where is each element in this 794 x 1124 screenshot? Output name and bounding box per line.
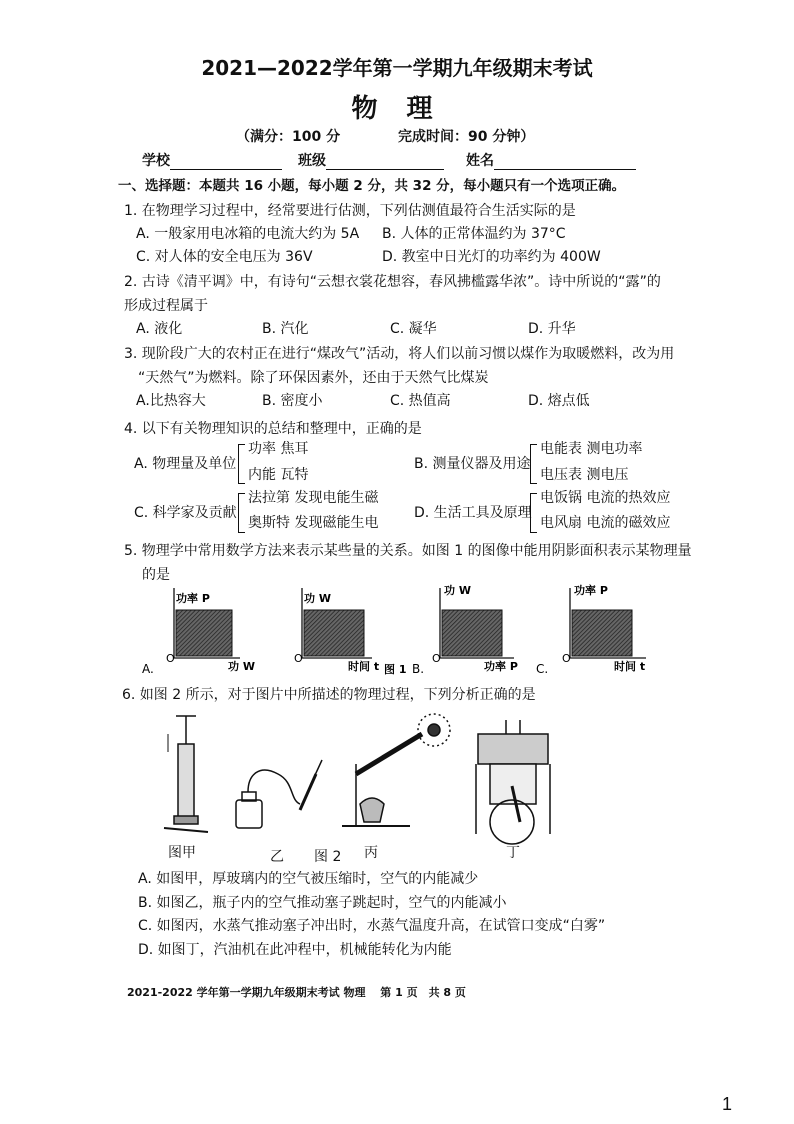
page-footer: 2021-2022 学年第一学期九年级期末考试 物理 第 1 页 共 8 页	[127, 986, 466, 999]
q4-b-brace	[530, 444, 537, 484]
q3-option-a: A.比热容大	[136, 393, 206, 409]
full-score: （满分：100 分	[236, 129, 341, 145]
name-blank	[494, 155, 636, 170]
q3-option-c: C. 热值高	[390, 393, 451, 409]
figure-1-graphs	[136, 580, 696, 680]
q3-option-d: D. 熔点低	[528, 393, 590, 409]
bottle-pump-drawing	[236, 760, 322, 828]
graph-a	[142, 588, 255, 676]
graph-d-xlabel: 时间 t	[614, 660, 646, 673]
graph-a-origin: O	[166, 652, 175, 665]
q4-d-brace	[530, 493, 537, 533]
graph-a-ylabel: 功率 P	[176, 592, 210, 605]
graph-b	[294, 588, 379, 673]
q6-option-a: A. 如图甲，厚玻璃内的空气被压缩时，空气的内能减少	[138, 871, 479, 887]
fig-label-yi: 乙	[270, 849, 284, 865]
school-label: 学校	[142, 153, 170, 169]
graph-d-ylabel: 功率 P	[574, 584, 608, 597]
name-label: 姓名	[466, 153, 494, 169]
q4-d-label: D. 生活工具及原理	[414, 505, 532, 521]
q1-stem: 1. 在物理学习过程中，经常要进行估测，下列估测值最符合生活实际的是	[124, 203, 576, 219]
q2-stem-line2: 形成过程属于	[124, 298, 208, 314]
graph-d-shaded-area	[572, 610, 632, 656]
graph-d	[562, 583, 646, 673]
q4-c-brace	[238, 493, 245, 533]
q4-c-item2: 奥斯特 发现磁能生电	[248, 515, 379, 531]
graph-b-ylabel: 功 W	[304, 592, 331, 605]
q6-option-d: D. 如图丁，汽油机在此冲程中，机械能转化为内能	[138, 942, 452, 958]
compression-cylinder-drawing	[164, 716, 208, 832]
q1-option-b: B. 人体的正常体温约为 37°C	[382, 226, 566, 242]
graph-c-origin: O	[432, 652, 441, 665]
q3-option-b: B. 密度小	[262, 393, 323, 409]
q2-stem-line1: 2. 古诗《清平调》中，有诗句“云想衣裳花想容，春风拂槛露华浓”。诗中所说的“露”的	[124, 274, 661, 290]
q4-a-item2: 内能 瓦特	[248, 467, 309, 483]
graph-c-ylabel: 功 W	[444, 584, 471, 597]
q1-option-c: C. 对人体的安全电压为 36V	[136, 249, 313, 265]
graph-c-option: C.	[536, 662, 549, 676]
q4-c-label: C. 科学家及贡献	[134, 505, 237, 521]
q4-c-item1: 法拉第 发现电能生磁	[248, 490, 379, 506]
q3-stem-line2: “天然气”为燃料。除了环保因素外，还由于天然气比煤炭	[138, 370, 489, 386]
q4-d-item2: 电风扇 电流的磁效应	[540, 515, 671, 531]
q6-option-c: C. 如图丙，水蒸气推动塞子冲出时，水蒸气温度升高，在试管口变成“白雾”	[138, 918, 606, 934]
class-field	[298, 150, 444, 170]
q2-option-c: C. 凝华	[390, 321, 437, 337]
class-label: 班级	[298, 153, 326, 169]
figure-1-caption: 图 1	[384, 663, 407, 676]
graph-a-shaded-area	[176, 610, 232, 656]
name-field	[466, 150, 636, 170]
test-tube-burner-drawing	[342, 714, 450, 826]
graph-b-shaded-area	[304, 610, 364, 656]
graph-a-option: A.	[142, 662, 154, 676]
q4-a-label: A. 物理量及单位	[134, 456, 237, 472]
q3-stem-line1: 3. 现阶段广大的农村正在进行“煤改气”活动，将人们以前习惯以煤作为取暖燃料，改为用	[124, 346, 675, 362]
q6-option-b: B. 如图乙，瓶子内的空气推动塞子跳起时，空气的内能减小	[138, 895, 507, 911]
school-field	[142, 150, 282, 170]
page-number: 1	[722, 1094, 733, 1114]
section-heading: 一、选择题：本题共 16 小题，每小题 2 分，共 32 分，每小题只有一个选项正确。	[118, 178, 626, 194]
fig-label-ding: 丁	[506, 845, 520, 861]
graph-a-xlabel: 功 W	[228, 660, 255, 673]
graph-b-xlabel: 时间 t	[348, 660, 380, 673]
q4-b-item1: 电能表 测电功率	[540, 441, 643, 457]
subject-title: 物 理	[351, 94, 443, 124]
q4-a-item1: 功率 焦耳	[248, 441, 309, 457]
graph-c-xlabel: 功率 P	[484, 660, 518, 673]
time-limit: 完成时间：90 分钟）	[398, 129, 535, 145]
q4-d-item1: 电饭锅 电流的热效应	[540, 490, 671, 506]
fig-label-jia: 图甲	[168, 845, 196, 861]
graph-c	[432, 583, 518, 673]
q2-option-a: A. 液化	[136, 321, 183, 337]
q4-stem: 4. 以下有关物理知识的总结和整理中，正确的是	[124, 421, 422, 437]
q1-option-a: A. 一般家用电冰箱的电流大约为 5A	[136, 226, 360, 242]
school-blank	[170, 155, 282, 170]
q2-option-b: B. 汽化	[262, 321, 309, 337]
graph-b-origin: O	[294, 652, 303, 665]
q1-option-d: D. 教室中日光灯的功率约为 400W	[382, 249, 601, 265]
exam-title: 2021—2022学年第一学期九年级期末考试	[201, 56, 593, 80]
graph-d-origin: O	[562, 652, 571, 665]
engine-cylinder-drawing	[476, 720, 550, 844]
q5-stem-line2: 的是	[142, 567, 170, 583]
figure-2-illustration	[160, 704, 580, 864]
graph-b-option: B.	[412, 662, 425, 676]
figure-2-caption: 图 2	[314, 849, 342, 865]
q4-a-brace	[238, 444, 245, 484]
q4-b-label: B. 测量仪器及用途	[414, 456, 531, 472]
fig-label-bing: 丙	[364, 845, 378, 861]
q5-stem-line1: 5. 物理学中常用数学方法来表示某些量的关系。如图 1 的图像中能用阴影面积表示某物理量	[124, 543, 692, 559]
q6-stem: 6. 如图 2 所示，对于图片中所描述的物理过程，下列分析正确的是	[122, 687, 536, 703]
class-blank	[326, 155, 444, 170]
graph-c-shaded-area	[442, 610, 502, 656]
q4-b-item2: 电压表 测电压	[540, 467, 629, 483]
q2-option-d: D. 升华	[528, 321, 576, 337]
